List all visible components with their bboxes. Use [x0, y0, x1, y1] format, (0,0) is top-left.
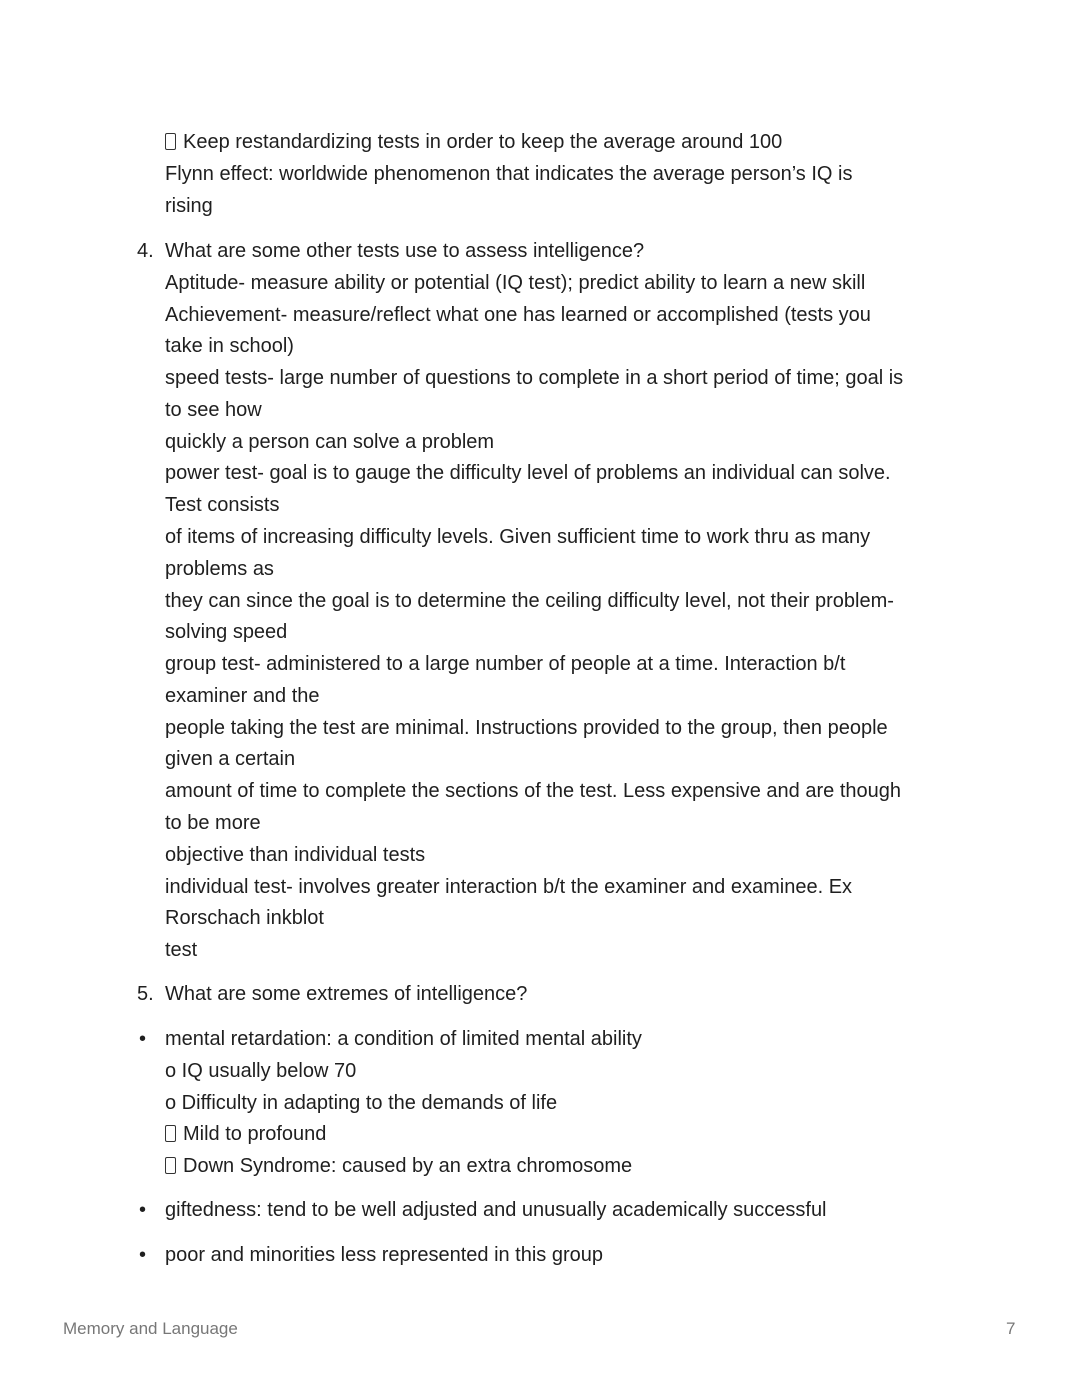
text-line: individual test- involves greater interaction b/t the examiner and examinee. Ex	[165, 876, 853, 898]
bullet-item: giftedness: tend to be well adjusted and unusually academically successful	[165, 1199, 827, 1221]
text-line: group test- administered to a large number of people at a time. Interaction b/t	[165, 653, 846, 675]
text-line: test	[165, 939, 198, 961]
text-line: rising	[165, 195, 213, 217]
text-line: Test consists	[165, 494, 280, 516]
sub-item: o IQ usually below 70	[165, 1060, 357, 1082]
question-heading: What are some other tests use to assess intelligence?	[165, 240, 645, 262]
text-line: examiner and the	[165, 685, 320, 707]
text-line: given a certain	[165, 748, 296, 770]
question-heading: What are some extremes of intelligence?	[165, 983, 528, 1005]
sub-item: o Difficulty in adapting to the demands of life	[165, 1092, 558, 1114]
bullet-icon: •	[139, 1028, 147, 1050]
text-line: objective than individual tests	[165, 844, 426, 866]
text-line: Rorschach inkblot	[165, 907, 324, 929]
list-number: 4.	[137, 240, 154, 262]
page-number: 7	[1006, 1319, 1016, 1338]
bullet-icon: •	[139, 1244, 147, 1266]
sub-item: Down Syndrome: caused by an extra chromosome	[165, 1154, 632, 1178]
text-line: they can since the goal is to determine the ceiling difficulty level, not their problem-	[165, 590, 894, 612]
bullet-item: poor and minorities less represented in this group	[165, 1244, 604, 1266]
list-number: 5.	[137, 983, 154, 1005]
text-line: people taking the test are minimal. Instructions provided to the group, then people	[165, 717, 888, 739]
text-line: Achievement- measure/reflect what one has learned or accomplished (tests you	[165, 304, 871, 326]
bullet-item: mental retardation: a condition of limited mental ability	[165, 1028, 642, 1050]
bullet-icon: •	[139, 1199, 147, 1221]
text-line: solving speed	[165, 621, 288, 643]
checkbox-glyph-icon	[165, 1125, 176, 1142]
text-line: of items of increasing difficulty levels. Given sufficient time to work thru as many	[165, 526, 871, 548]
text-line: speed tests- large number of questions to complete in a short period of time; goal is	[165, 367, 904, 389]
text-line: Flynn effect: worldwide phenomenon that indicates the average person’s IQ is	[165, 163, 853, 185]
checkbox-glyph-icon	[165, 1157, 176, 1174]
text-line: quickly a person can solve a problem	[165, 431, 495, 453]
text-line: to see how	[165, 399, 262, 421]
text-line: to be more	[165, 812, 261, 834]
checkbox-glyph-icon	[165, 133, 176, 150]
sub-item: Mild to profound	[165, 1122, 326, 1146]
text-line: problems as	[165, 558, 274, 580]
footer-title: Memory and Language	[63, 1319, 238, 1338]
text-line: Keep restandardizing tests in order to keep the average around 100	[165, 130, 782, 154]
text-line: amount of time to complete the sections of the test. Less expensive and are though	[165, 780, 901, 802]
text-line: Aptitude- measure ability or potential (IQ test); predict ability to learn a new skill	[165, 272, 866, 294]
text-line: power test- goal is to gauge the difficulty level of problems an individual can solve.	[165, 462, 891, 484]
text-line: take in school)	[165, 335, 294, 357]
